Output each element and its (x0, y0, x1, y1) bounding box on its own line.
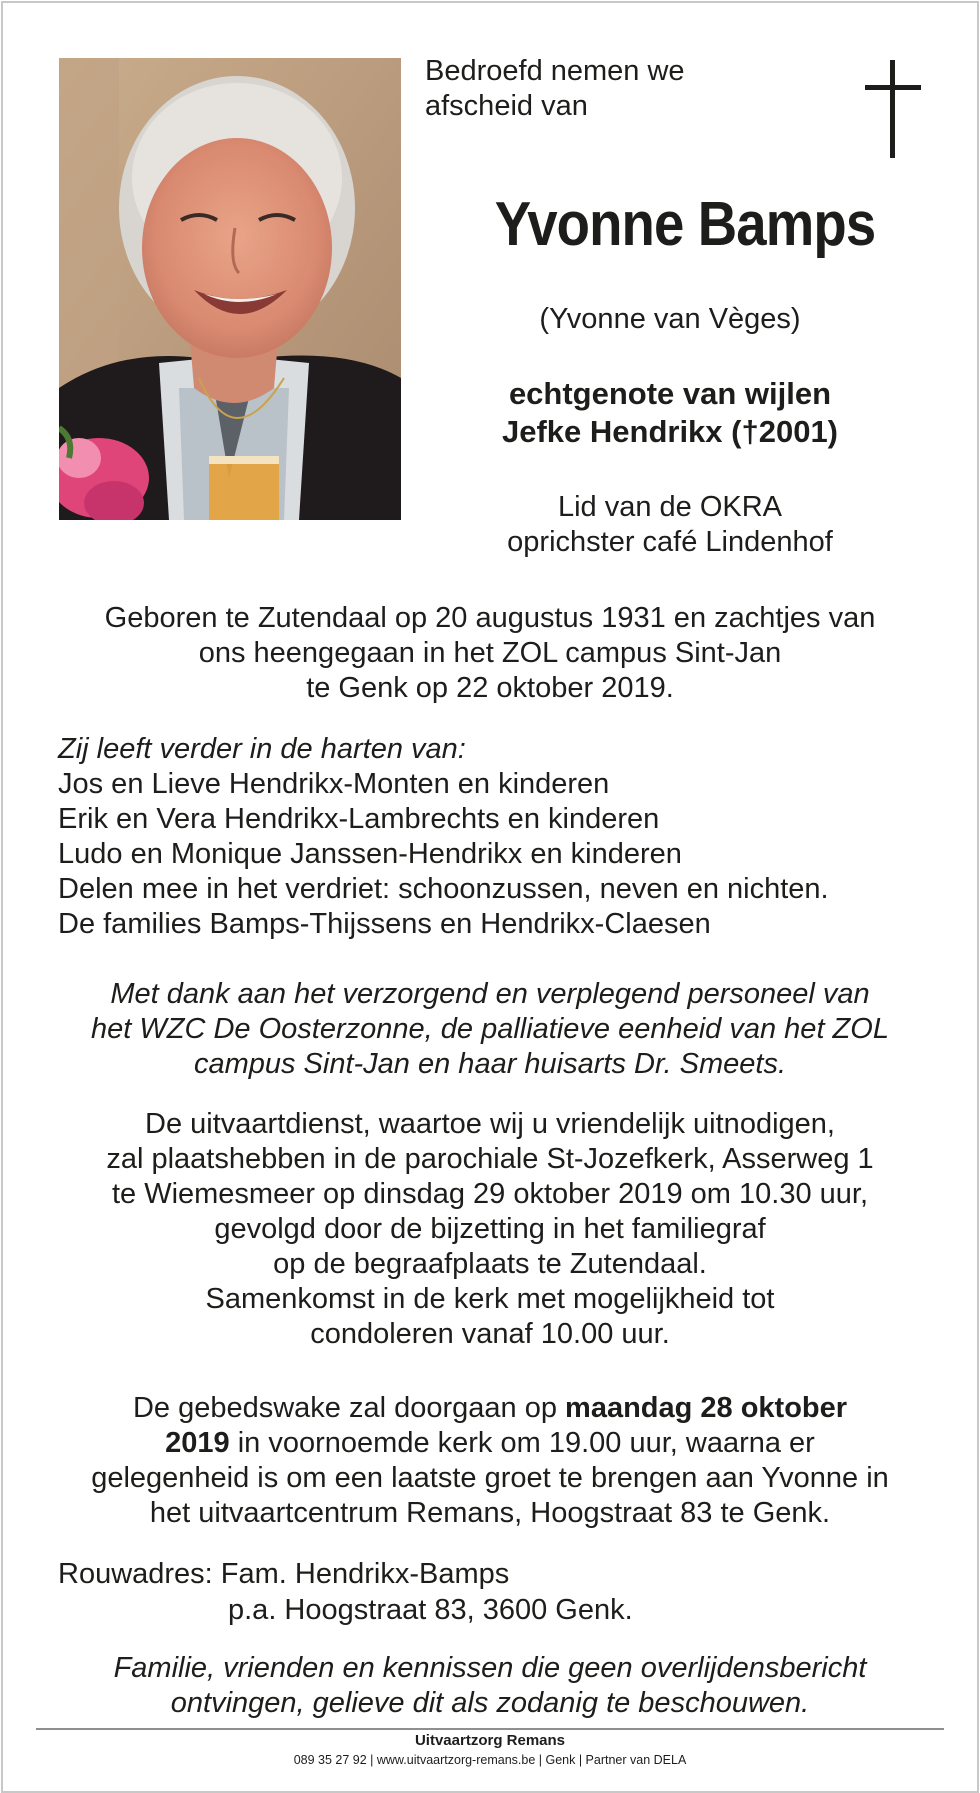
family-section (58, 732, 829, 942)
family-line: Erik en Vera Hendrikx-Lambrechts en kinderen (58, 803, 660, 835)
text-line: Geboren te Zutendaal op 20 augustus 1931 en zachtjes van (104, 602, 876, 634)
thanks-paragraph (0, 977, 980, 1082)
text-line: gelegenheid is om een laatste groet te brengen aan Yvonne in (91, 1462, 889, 1494)
address-line-2: p.a. Hoogstraat 83, 3600 Genk. (228, 1594, 633, 1626)
family-line: Jos en Lieve Hendrikx-Monten en kinderen (58, 768, 610, 800)
vigil-date: maandag 28 oktober (565, 1392, 848, 1424)
text-line: Familie, vrienden en kennissen die geen overlijdensbericht (113, 1652, 867, 1684)
text-line: ons heengegaan in het ZOL campus Sint-Jan (198, 637, 782, 669)
text-line: condoleren vanaf 10.00 uur. (310, 1318, 670, 1350)
portrait-photo (59, 58, 401, 520)
text-line: op de begraafplaats te Zutendaal. (273, 1248, 707, 1280)
text-line: zal plaatshebben in de parochiale St-Jozefkerk, Asserweg 1 (106, 1143, 874, 1175)
intro-text (425, 54, 685, 124)
deceased-alias: (Yvonne van Vèges) (539, 303, 801, 335)
text-line: ontvingen, gelieve dit als zodanig te beschouwen. (170, 1687, 810, 1719)
text-line: Met dank aan het verzorgend en verplegend personeel van (110, 978, 870, 1010)
text-line: gevolgd door de bijzetting in het familiegraf (214, 1213, 766, 1245)
relation-text (440, 375, 900, 451)
vigil-paragraph (0, 1391, 980, 1531)
intro-line: afscheid van (425, 90, 588, 122)
portrait-illustration (59, 58, 401, 520)
vigil-text: De gebedswake zal doorgaan op (132, 1392, 566, 1424)
funeral-paragraph (0, 1107, 980, 1352)
footer-divider (36, 1728, 944, 1730)
relation-line: echtgenote van wijlen (508, 376, 832, 411)
text-line: te Wiemesmeer op dinsdag 29 oktober 2019 om 10.30 uur, (111, 1178, 869, 1210)
address-line-1: Rouwadres: Fam. Hendrikx-Bamps (58, 1558, 510, 1590)
text-line (0, 1426, 980, 1461)
relation-line: Jefke Hendrikx (†2001) (501, 414, 839, 449)
text-line (0, 1391, 980, 1426)
role-text (440, 490, 900, 560)
birth-death-paragraph (0, 601, 980, 706)
footer-company: Uitvaartzorg Remans (414, 1732, 566, 1749)
intro-line: Bedroefd nemen we (425, 55, 685, 87)
text-line: De uitvaartdienst, waartoe wij u vriendelijk uitnodigen, (145, 1108, 835, 1140)
deceased-name: Yvonne Bamps (494, 190, 876, 259)
role-line: oprichster café Lindenhof (507, 526, 833, 558)
cross-icon (865, 60, 921, 158)
vigil-text: in voornoemde kerk om 19.00 uur, waarna er (229, 1427, 815, 1459)
text-line: het uitvaartcentrum Remans, Hoogstraat 83 te Genk. (149, 1497, 831, 1529)
closing-paragraph (0, 1651, 980, 1721)
text-line: te Genk op 22 oktober 2019. (306, 672, 674, 704)
footer-details: 089 35 27 92 | www.uitvaartzorg-remans.be | Genk | Partner van DELA (293, 1753, 687, 1767)
family-heading: Zij leeft verder in de harten van: (58, 733, 466, 765)
vigil-year: 2019 (165, 1427, 230, 1459)
text-line: Samenkomst in de kerk met mogelijkheid tot (205, 1283, 775, 1315)
family-line: Ludo en Monique Janssen-Hendrikx en kinderen (58, 838, 682, 870)
family-line: De families Bamps-Thijssens en Hendrikx-Claesen (58, 908, 711, 940)
family-line: Delen mee in het verdriet: schoonzussen, neven en nichten. (58, 873, 829, 905)
role-line: Lid van de OKRA (557, 491, 783, 523)
text-line: het WZC De Oosterzonne, de palliatieve eenheid van het ZOL (91, 1013, 889, 1045)
text-line: campus Sint-Jan en haar huisarts Dr. Smeets. (193, 1048, 787, 1080)
